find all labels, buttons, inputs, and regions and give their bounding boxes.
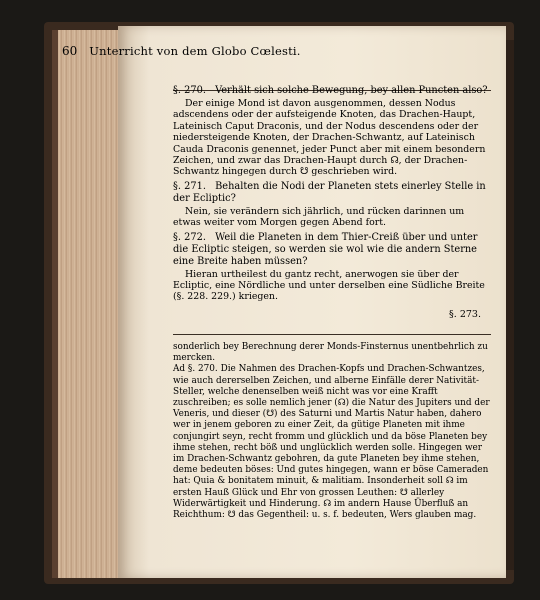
answer-271: Nein, sie verändern sich jährlich, und rücken darinnen um etwas weiter vom Morgen gegen Abend fort. xyxy=(173,205,465,229)
question-272 xyxy=(173,232,491,268)
footnote-rule xyxy=(173,334,491,335)
section-number: §. 270. xyxy=(173,85,206,96)
question-text: Verhält sich solche Bewegung, bey allen Puncten also? xyxy=(215,85,488,96)
answer-270: Der einige Mond ist davon ausgenommen, dessen Nodus adscendens oder der aufsteigende Knoten, das Drachen-Haupt, Lateinisch Caput Draconis, und der Nodus descendens oder der niedersteigende Knoten, der Drachen-Schwantz, auf Lateinisch Cauda Draconis genennet, jeder Punct aber mit einem besondern Zeichen, und zwar das Drachen-Haupt durch ☊, der Drachen-Schwantz hingegen durch ☋ geschrieben wird. xyxy=(173,98,486,178)
answer-272: Hieran urtheilest du gantz recht, anerwogen sie über der Ecliptic, eine Nördliche und unter derselben eine Südliche Breite (§. 228. 229.) kriegen. xyxy=(173,268,485,303)
question-text: Weil die Planeten in dem Thier-Creiß über und unter die Ecliptic steigen, so werden sie wol wie die andern Sterne eine Breite haben müssen? xyxy=(173,231,478,267)
catchword: §. 273. xyxy=(449,308,481,320)
section-number: §. 272. xyxy=(173,231,206,243)
question-text: Behalten die Nodi der Planeten stets einerley Stelle in der Ecliptic? xyxy=(173,180,486,204)
right-board-edge xyxy=(506,40,514,570)
page-number: 60 xyxy=(62,44,78,58)
main-text xyxy=(173,82,491,320)
question-271 xyxy=(173,181,491,205)
running-head: Unterricht von dem Globo Cœlesti. xyxy=(89,44,301,58)
section-number: §. 271. xyxy=(173,180,206,192)
footnotes xyxy=(173,342,491,521)
question-270 xyxy=(173,85,491,97)
page-header xyxy=(62,44,490,58)
note-continuation: sonderlich bey Berechnung derer Monds-Finsternus unentbehrlich zu mercken. xyxy=(173,342,488,364)
page-edges xyxy=(52,30,126,578)
note-ad-270: Ad §. 270. Die Nahmen des Drachen-Kopfs und Drachen-Schwantzes, wie auch dererselben Zeichen, und alberne Einfälle derer Nativität-Steller, welche denenselben weiß nicht was vor eine Krafft zuschreiben; es solle nemlich jener (☊) die Natur des Jupiters und der Veneris, und dieser (☋) des Saturni und Martis Natur haben, dahero wer in jenem geboren zu einer Zeit, da gütige Planeten mit ihme conjungirt seyn, recht fromm und glücklich und da böse Planeten bey ihme stehen, recht böß und unglücklich werden solle. Hingegen wer im Drachen-Schwantz gebohren, da gute Planeten bey ihme stehen, deme bedeuten böses: Und gutes hingegen, wann er böse Cameraden hat: Quia & bonitatem minuit, & malitiam. Insonderheit soll ☊ im ersten Hauß Glück und Ehr von grossen Leuthen: ☋ allerley Widerwärtigkeit und Hinderung. ☊ im andern Hause Überfluß an Reichthum: ☋ das Gegentheil: u. s. f. bedeuten, Wers glauben mag. xyxy=(173,364,490,521)
